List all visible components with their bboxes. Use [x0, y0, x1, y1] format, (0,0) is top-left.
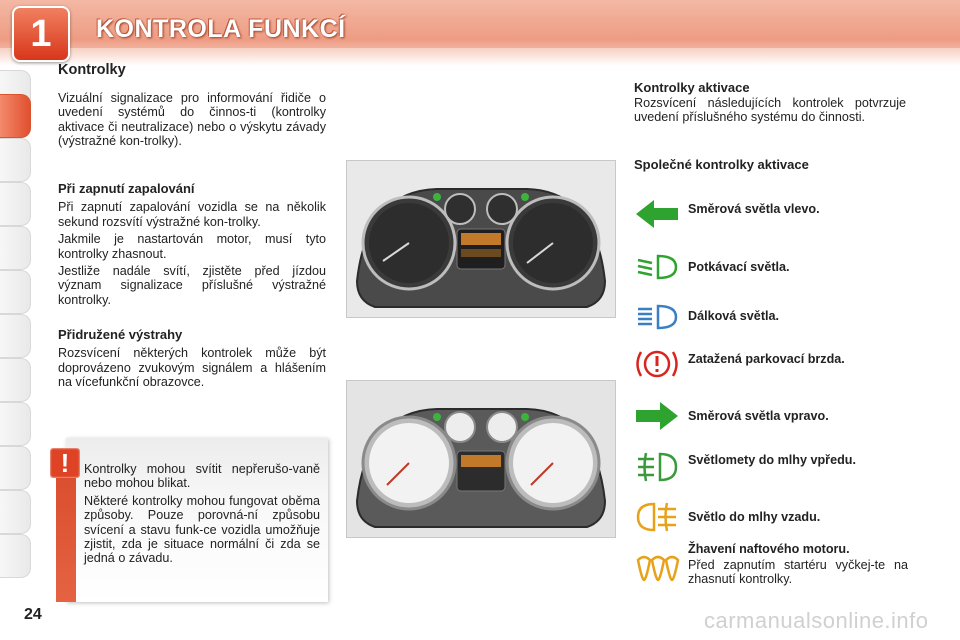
ignition-paragraph-3: Jestliže nadále svítí, zjistěte před jízdou význam signalizace příslušné výstražné kontrolky.	[58, 264, 326, 307]
activation-intro: Rozsvícení následujících kontrolek potvrzuje uvedení příslušného systému do činnosti.	[634, 96, 906, 125]
intro-paragraph	[58, 91, 326, 152]
note-text	[84, 462, 320, 569]
page-number: 24	[24, 606, 42, 623]
parking-brake-icon	[634, 346, 680, 387]
indicator-label: Zatažená parkovací brzda.	[688, 352, 845, 366]
indicator-label: Směrová světla vpravo.	[688, 409, 829, 423]
dashboard-light-image	[346, 380, 616, 538]
exclamation-icon: !	[50, 448, 80, 478]
side-tab[interactable]	[0, 402, 31, 446]
warnings-section	[58, 328, 326, 393]
ignition-paragraph-1: Při zapnutí zapalování vozidla se na několik sekund rozsvítí výstražné kon-trolky.	[58, 200, 326, 229]
indicator-label: Potkávací světla.	[688, 260, 790, 274]
arrow-right-icon	[634, 400, 680, 437]
intro-text: Vizuální signalizace pro informování řidiče o uvedení systémů do činnos-ti (kontrolky aktivace či neutralizace) nebo o výskytu závady (výstražné kon-trolky).	[58, 91, 326, 149]
ignition-heading: Při zapnutí zapalování	[58, 181, 195, 196]
side-tab[interactable]	[0, 534, 31, 578]
side-tab[interactable]	[0, 226, 31, 270]
main-beam-icon	[634, 302, 680, 337]
indicator-label: Světlo do mlhy vzadu.	[688, 510, 821, 524]
side-tab[interactable]	[0, 358, 31, 402]
indicator-label: Žhavení naftového motoru.	[688, 542, 850, 556]
warnings-heading: Přidružené výstrahy	[58, 327, 183, 342]
ignition-section	[58, 182, 326, 310]
side-tab-active[interactable]	[0, 94, 31, 138]
side-tab[interactable]	[0, 182, 31, 226]
header-stripe	[0, 48, 960, 66]
side-tab[interactable]	[0, 270, 31, 314]
warnings-paragraph: Rozsvícení některých kontrolek může být doprovázeno zvukovým signálem a hlášením na vícefunkční obrazovce.	[58, 346, 326, 390]
front-fog-icon	[634, 450, 680, 489]
indicator-label: Směrová světla vlevo.	[688, 202, 820, 216]
chapter-title: KONTROLA FUNKCÍ	[96, 15, 346, 43]
chapter-number-badge: 1	[12, 6, 70, 62]
common-indicators-heading: Společné kontrolky aktivace	[634, 157, 809, 172]
note-paragraph-1: Kontrolky mohou svítit nepřerušo-vaně nebo mohou blikat.	[84, 462, 320, 491]
glow-plug-icon	[634, 552, 680, 587]
note-paragraph-2: Některé kontrolky mohou fungovat oběma způsoby. Pouze porovná-ní způsobu svícení a stavu funk-ce vozidla umožňuje zjistit, zda je situace normální či zda se jedná o závadu.	[84, 493, 320, 566]
side-tab[interactable]	[0, 314, 31, 358]
side-tab[interactable]	[0, 490, 31, 534]
activation-heading: Kontrolky aktivace	[634, 80, 750, 95]
dipped-beam-icon	[634, 252, 680, 287]
indicator-label: Světlomety do mlhy vpředu.	[688, 453, 856, 467]
section-title: Kontrolky	[58, 62, 126, 78]
rear-fog-icon	[634, 500, 680, 539]
dashboard-dark-image	[346, 160, 616, 318]
arrow-left-icon	[634, 198, 680, 235]
side-tab[interactable]	[0, 138, 31, 182]
glow-plug-note: Před zapnutím startéru vyčkej-te na zhasnutí kontrolky.	[688, 558, 908, 587]
watermark: carmanualsonline.info	[704, 608, 929, 633]
ignition-paragraph-2: Jakmile je nastartován motor, musí tyto kontrolky zhasnout.	[58, 232, 326, 261]
side-tab[interactable]	[0, 446, 31, 490]
indicator-label: Dálková světla.	[688, 309, 780, 323]
